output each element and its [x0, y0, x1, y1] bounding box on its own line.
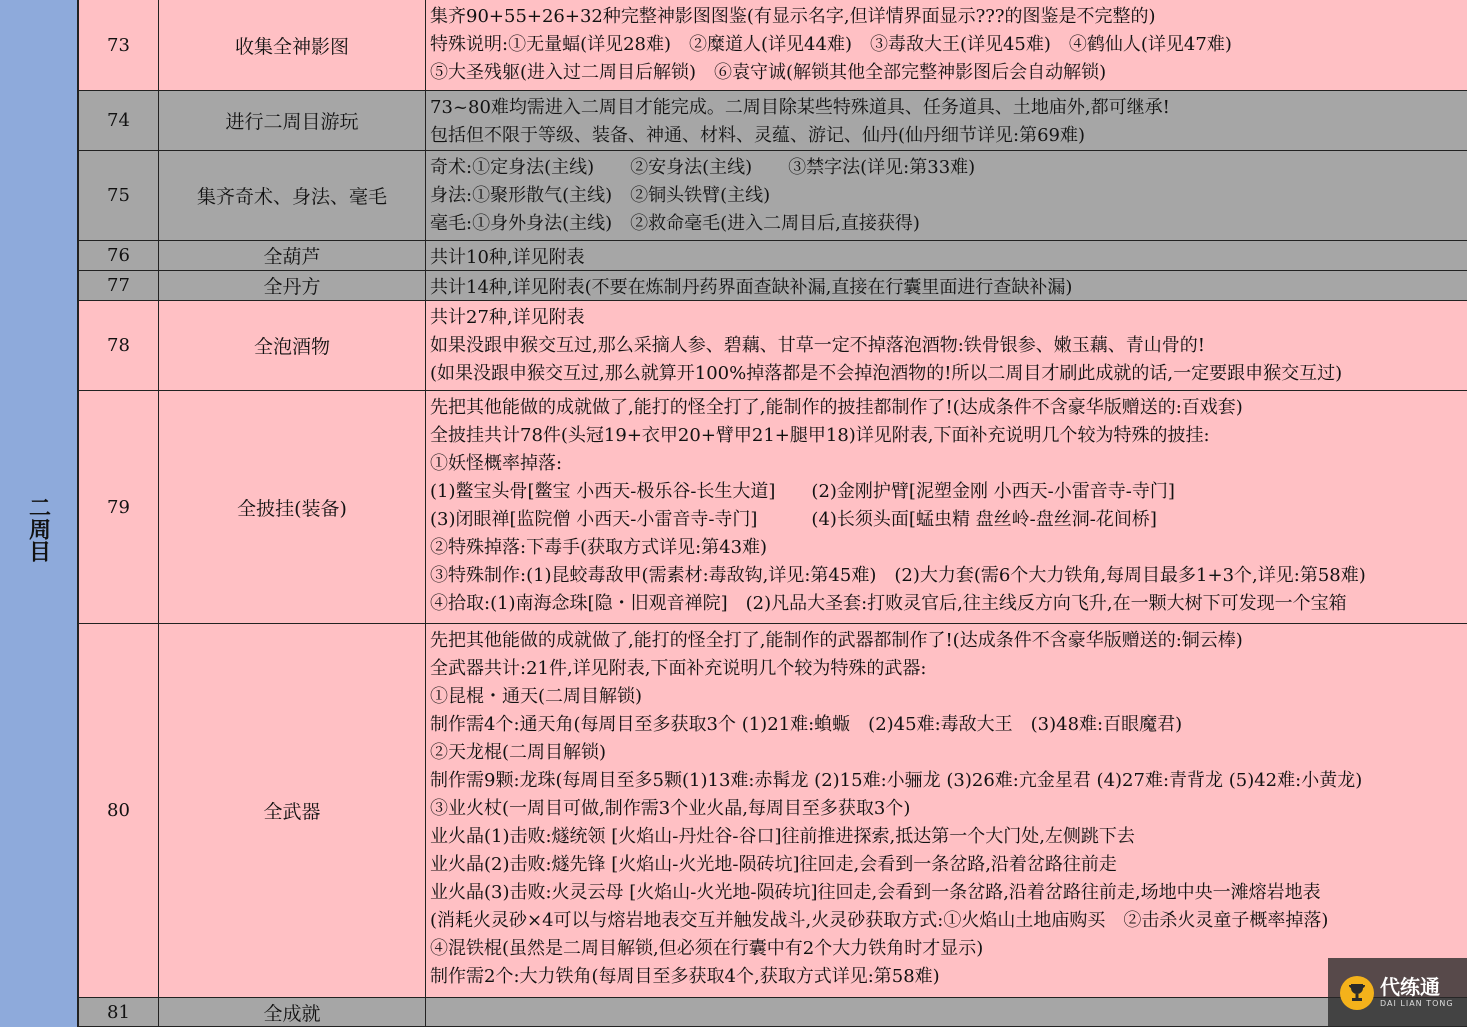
description-line: (1)鳖宝头骨[鳖宝 小西天-极乐谷-长生大道] (2)金刚护臂[泥塑金刚 小西天-小雷音寺-寺门] [430, 481, 1175, 502]
table-row [79, 241, 1467, 271]
row-number: 74 [79, 91, 159, 150]
description-line: 共计10种,详见附表 [430, 247, 585, 268]
table-row [79, 151, 1467, 241]
description-line: 73~80难均需进入二周目才能完成。二周目除某些特殊道具、任务道具、土地庙外,都可继承! [430, 97, 1170, 118]
description-line: ⑤大圣残躯(进入过二周目后解锁) ⑥袁守诚(解锁其他全部完整神影图后会自动解锁) [430, 62, 1107, 83]
description-line: (如果没跟申猴交互过,那么就算开100%掉落都是不会掉泡酒物的!所以二周目才刷此成就的话,一定要跟申猴交互过) [430, 363, 1343, 384]
description-line: ④混铁棍(虽然是二周目解锁,但必须在行囊中有2个大力铁角时才显示) [430, 938, 984, 959]
achievement-name: 全披挂(装备) [159, 391, 426, 623]
description-line: 业火晶(1)击败:燧统领 [火焰山-丹灶谷-谷口]往前推进探索,抵达第一个大门处,左侧跳下去 [430, 826, 1135, 847]
table-row [79, 998, 1467, 1027]
achievement-name: 全丹方 [159, 271, 426, 300]
table-row [79, 271, 1467, 301]
achievement-description [430, 1001, 1463, 1026]
achievement-name: 全葫芦 [159, 241, 426, 270]
achievement-name: 全泡酒物 [159, 301, 426, 390]
achievement-description [430, 94, 1463, 150]
table-row [79, 624, 1467, 998]
achievement-name: 收集全神影图 [159, 0, 426, 90]
row-number: 73 [79, 0, 159, 90]
description-line: 全武器共计:21件,详见附表,下面补充说明几个较为特殊的武器: [430, 658, 927, 679]
description-line: 业火晶(2)击败:燧先锋 [火焰山-火光地-陨砖坑]往回走,会看到一条岔路,沿着岔路往前走 [430, 854, 1117, 875]
description-line: 业火晶(3)击败:火灵云母 [火焰山-火光地-陨砖坑]往回走,会看到一条岔路,沿着岔路往前走,场地中央一滩熔岩地表 [430, 882, 1321, 903]
description-line: 制作需9颗:龙珠(每周目至多5颗(1)13难:赤髯龙 (2)15难:小骊龙 (3)26难:亢金星君 (4)27难:青背龙 (5)42难:小黄龙) [430, 770, 1363, 791]
row-number: 81 [79, 998, 159, 1026]
group-label: 二周目 [25, 495, 52, 562]
description-line: ①妖怪概率掉落: [430, 453, 563, 474]
description-line: ①昆棍・通天(二周目解锁) [430, 686, 643, 707]
description-line: 制作需2个:大力铁角(每周目至多获取4个,获取方式详见:第58难) [430, 966, 940, 987]
achievement-name: 集齐奇术、身法、毫毛 [159, 151, 426, 240]
row-number: 76 [79, 241, 159, 270]
description-line: 集齐90+55+26+32种完整神影图图鉴(有显示名字,但详情界面显示???的图鉴是不完整的) [430, 6, 1156, 27]
achievement-description [430, 154, 1463, 240]
achievement-name: 进行二周目游玩 [159, 91, 426, 150]
achievement-description [430, 3, 1463, 90]
watermark [1328, 958, 1467, 1027]
watermark-en: DAI LIAN TONG [1380, 998, 1454, 1008]
achievement-description [430, 274, 1463, 300]
description-line: 如果没跟申猴交互过,那么采摘人参、碧藕、甘草一定不掉落泡酒物:铁骨银参、嫩玉藕、青山骨的! [430, 335, 1206, 356]
description-line: 先把其他能做的成就做了,能打的怪全打了,能制作的披挂都制作了!(达成条件不含豪华版赠送的:百戏套) [430, 397, 1243, 418]
achievement-name: 全武器 [159, 624, 426, 997]
description-line: (消耗火灵砂×4可以与熔岩地表交互并触发战斗,火灵砂获取方式:①火焰山土地庙购买 ②击杀火灵童子概率掉落) [430, 910, 1329, 931]
row-number: 78 [79, 301, 159, 390]
trophy-icon [1340, 976, 1374, 1010]
achievement-name: 全成就 [159, 998, 426, 1026]
table-row [79, 391, 1467, 624]
watermark-cn: 代练通 [1380, 974, 1440, 999]
row-number: 80 [79, 624, 159, 997]
description-line: ③业火杖(一周目可做,制作需3个业火晶,每周目至多获取3个) [430, 798, 911, 819]
description-line: 身法:①聚形散气(主线) ②铜头铁臂(主线) [430, 185, 771, 206]
description-line: 包括但不限于等级、装备、神通、材料、灵蕴、游记、仙丹(仙丹细节详见:第69难) [430, 125, 1086, 146]
description-line: ②特殊掉落:下毒手(获取方式详见:第43难) [430, 537, 768, 558]
description-line: 先把其他能做的成就做了,能打的怪全打了,能制作的武器都制作了!(达成条件不含豪华版赠送的:铜云棒) [430, 630, 1243, 651]
description-line: (3)闭眼禅[监院僧 小西天-小雷音寺-寺门] (4)长须头面[蜢虫精 盘丝岭-盘丝洞-花间桥] [430, 509, 1157, 530]
description-line: 特殊说明:①无量蝠(详见28难) ②糜道人(详见44难) ③毒敌大王(详见45难) ④鹤仙人(详见47难) [430, 34, 1232, 55]
description-line: 共计14种,详见附表(不要在炼制丹药界面查缺补漏,直接在行囊里面进行查缺补漏) [430, 277, 1073, 298]
description-line: 制作需4个:通天角(每周目至多获取3个 (1)21难:蝜蝂 (2)45难:毒敌大王 (3)48难:百眼魔君) [430, 714, 1183, 735]
group-cell [0, 0, 79, 1027]
description-line: ④拾取:(1)南海念珠[隐・旧观音禅院] (2)凡品大圣套:打败灵官后,往主线反方向飞升,在一颗大树下可发现一个宝箱 [430, 593, 1347, 614]
table-row [79, 91, 1467, 151]
achievement-description [430, 394, 1463, 623]
description-line: 全披挂共计78件(头冠19+衣甲20+臂甲21+腿甲18)详见附表,下面补充说明几个较为特殊的披挂: [430, 425, 1210, 446]
achievement-description [430, 304, 1463, 390]
achievement-description [430, 244, 1463, 270]
description-line: 共计27种,详见附表 [430, 307, 585, 328]
description-line: 毫毛:①身外身法(主线) ②救命毫毛(进入二周目后,直接获得) [430, 213, 920, 234]
row-number: 79 [79, 391, 159, 623]
achievement-description [430, 627, 1463, 997]
row-number: 75 [79, 151, 159, 240]
description-line: 奇术:①定身法(主线) ②安身法(主线) ③禁字法(详见:第33难) [430, 157, 976, 178]
table-row [79, 0, 1467, 91]
table-row [79, 301, 1467, 391]
row-number: 77 [79, 271, 159, 300]
description-line: ③特殊制作:(1)昆蛟毒敌甲(需素材:毒敌钩,详见:第45难) (2)大力套(需6个大力铁角,每周目最多1+3个,详见:第58难) [430, 565, 1366, 586]
description-line: ②天龙棍(二周目解锁) [430, 742, 607, 763]
